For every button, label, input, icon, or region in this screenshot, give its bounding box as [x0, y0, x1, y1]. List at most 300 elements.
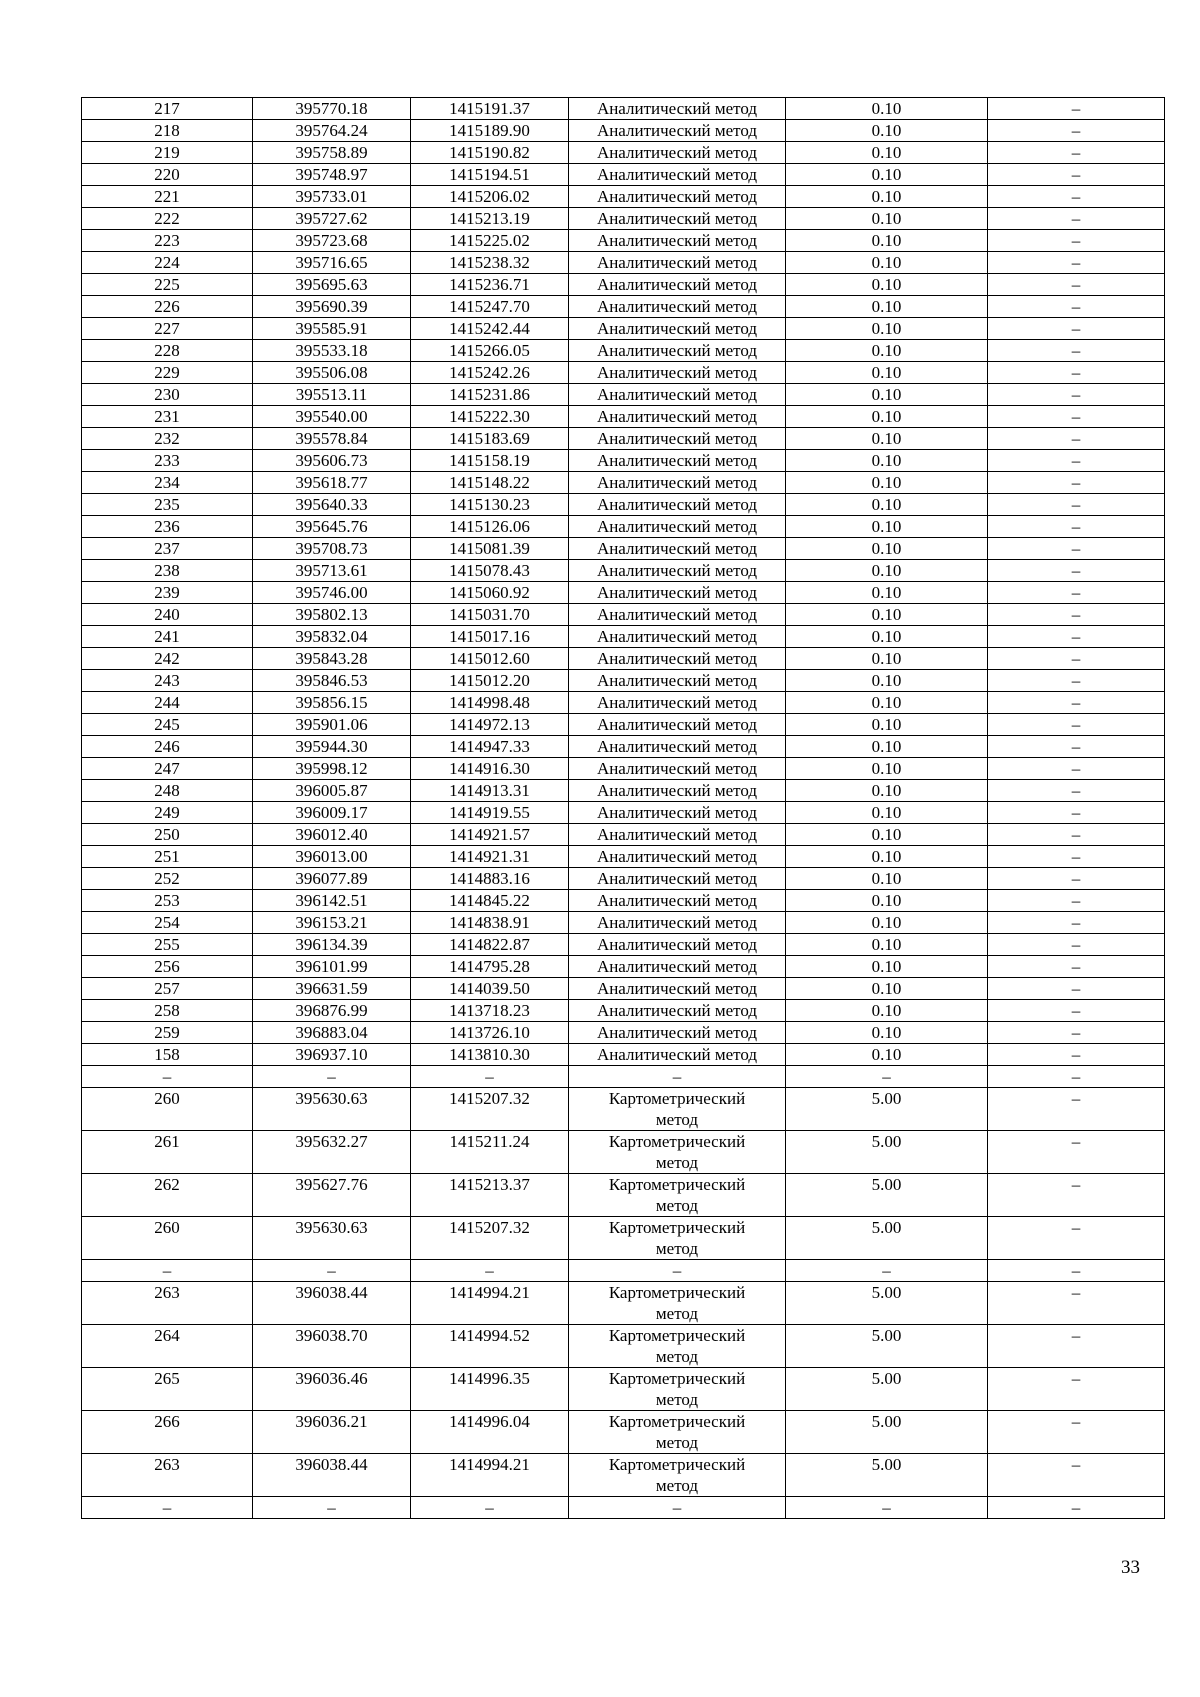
point-number-cell: 254 [82, 912, 253, 934]
method-cell: Аналитический метод [569, 604, 786, 626]
table-row [82, 560, 1165, 582]
method-text: Картометрический метод [608, 1369, 746, 1409]
y-coordinate-cell: 1415130.23 [411, 494, 569, 516]
description-cell: – [988, 428, 1165, 450]
x-coordinate-cell: 396134.39 [253, 934, 411, 956]
method-cell: – [569, 1497, 786, 1519]
y-coordinate-cell: 1413718.23 [411, 1000, 569, 1022]
point-number-cell: 234 [82, 472, 253, 494]
description-cell: – [988, 1174, 1165, 1217]
precision-cell: 0.10 [786, 1000, 988, 1022]
x-coordinate-cell: 396036.21 [253, 1411, 411, 1454]
precision-cell: 0.10 [786, 1022, 988, 1044]
point-number-cell: 239 [82, 582, 253, 604]
method-cell: Аналитический метод [569, 406, 786, 428]
precision-cell: 0.10 [786, 186, 988, 208]
precision-cell: – [786, 1066, 988, 1088]
point-number-cell: 262 [82, 1174, 253, 1217]
table-row [82, 758, 1165, 780]
y-coordinate-cell: 1414919.55 [411, 802, 569, 824]
point-number-cell: 219 [82, 142, 253, 164]
table-row [82, 1217, 1165, 1260]
description-cell: – [988, 934, 1165, 956]
description-cell: – [988, 252, 1165, 274]
precision-cell: 5.00 [786, 1282, 988, 1325]
precision-cell: 0.10 [786, 824, 988, 846]
y-coordinate-cell: 1415183.69 [411, 428, 569, 450]
y-coordinate-cell: – [411, 1497, 569, 1519]
method-cell: Аналитический метод [569, 692, 786, 714]
y-coordinate-cell: 1415012.60 [411, 648, 569, 670]
precision-cell: – [786, 1260, 988, 1282]
method-cell [569, 1217, 786, 1260]
y-coordinate-cell: 1415158.19 [411, 450, 569, 472]
description-cell: – [988, 780, 1165, 802]
y-coordinate-cell: 1415222.30 [411, 406, 569, 428]
method-cell: Аналитический метод [569, 934, 786, 956]
description-cell: – [988, 560, 1165, 582]
point-number-cell: 263 [82, 1282, 253, 1325]
description-cell: – [988, 1260, 1165, 1282]
precision-cell: 0.10 [786, 714, 988, 736]
y-coordinate-cell: 1415191.37 [411, 98, 569, 120]
method-cell [569, 1368, 786, 1411]
x-coordinate-cell: 396142.51 [253, 890, 411, 912]
method-cell: Аналитический метод [569, 868, 786, 890]
precision-cell: 0.10 [786, 98, 988, 120]
point-number-cell: 222 [82, 208, 253, 230]
point-number-cell: 260 [82, 1217, 253, 1260]
method-cell: Аналитический метод [569, 736, 786, 758]
method-text: Картометрический метод [608, 1283, 746, 1323]
table-row [82, 428, 1165, 450]
point-number-cell: 259 [82, 1022, 253, 1044]
table-row [82, 582, 1165, 604]
method-cell: Аналитический метод [569, 142, 786, 164]
point-number-cell: – [82, 1260, 253, 1282]
x-coordinate-cell: 396036.46 [253, 1368, 411, 1411]
y-coordinate-cell: 1415266.05 [411, 340, 569, 362]
y-coordinate-cell: 1414921.31 [411, 846, 569, 868]
method-cell: Аналитический метод [569, 560, 786, 582]
x-coordinate-cell: 395540.00 [253, 406, 411, 428]
y-coordinate-cell: 1415031.70 [411, 604, 569, 626]
method-cell: Аналитический метод [569, 670, 786, 692]
y-coordinate-cell: 1414916.30 [411, 758, 569, 780]
point-number-cell: 231 [82, 406, 253, 428]
point-number-cell: – [82, 1066, 253, 1088]
y-coordinate-cell: 1415242.44 [411, 318, 569, 340]
x-coordinate-cell: 395506.08 [253, 362, 411, 384]
x-coordinate-cell: 396937.10 [253, 1044, 411, 1066]
precision-cell: 0.10 [786, 626, 988, 648]
x-coordinate-cell: 395758.89 [253, 142, 411, 164]
x-coordinate-cell: 396631.59 [253, 978, 411, 1000]
point-number-cell: 218 [82, 120, 253, 142]
point-number-cell: 226 [82, 296, 253, 318]
x-coordinate-cell: 395846.53 [253, 670, 411, 692]
method-cell: Аналитический метод [569, 98, 786, 120]
point-number-cell: 235 [82, 494, 253, 516]
description-cell: – [988, 1044, 1165, 1066]
point-number-cell: 243 [82, 670, 253, 692]
point-number-cell: 225 [82, 274, 253, 296]
method-cell: Аналитический метод [569, 714, 786, 736]
table-row [82, 494, 1165, 516]
y-coordinate-cell: 1415078.43 [411, 560, 569, 582]
table-row [82, 890, 1165, 912]
precision-cell: 0.10 [786, 978, 988, 1000]
table-row [82, 736, 1165, 758]
table-row [82, 142, 1165, 164]
method-cell [569, 1282, 786, 1325]
y-coordinate-cell: 1415213.37 [411, 1174, 569, 1217]
method-cell: Аналитический метод [569, 890, 786, 912]
description-cell: – [988, 120, 1165, 142]
point-number-cell: 241 [82, 626, 253, 648]
method-text: Картометрический метод [608, 1175, 746, 1215]
x-coordinate-cell: 396013.00 [253, 846, 411, 868]
precision-cell: 5.00 [786, 1325, 988, 1368]
table-row [82, 1260, 1165, 1282]
method-cell [569, 1174, 786, 1217]
x-coordinate-cell: 395770.18 [253, 98, 411, 120]
table-row [82, 1088, 1165, 1131]
precision-cell: 0.10 [786, 890, 988, 912]
table-row [82, 692, 1165, 714]
point-number-cell: 244 [82, 692, 253, 714]
point-number-cell: 220 [82, 164, 253, 186]
y-coordinate-cell: 1415081.39 [411, 538, 569, 560]
precision-cell: 0.10 [786, 780, 988, 802]
point-number-cell: 246 [82, 736, 253, 758]
description-cell: – [988, 1454, 1165, 1497]
point-number-cell: 232 [82, 428, 253, 450]
y-coordinate-cell: 1415236.71 [411, 274, 569, 296]
description-cell: – [988, 802, 1165, 824]
description-cell: – [988, 164, 1165, 186]
description-cell: – [988, 274, 1165, 296]
y-coordinate-cell: 1414913.31 [411, 780, 569, 802]
method-cell: Аналитический метод [569, 1044, 786, 1066]
description-cell: – [988, 494, 1165, 516]
point-number-cell: 266 [82, 1411, 253, 1454]
point-number-cell: 221 [82, 186, 253, 208]
y-coordinate-cell: 1415238.32 [411, 252, 569, 274]
coordinates-table [81, 97, 1165, 1519]
precision-cell: 0.10 [786, 494, 988, 516]
x-coordinate-cell: 396101.99 [253, 956, 411, 978]
x-coordinate-cell: 395695.63 [253, 274, 411, 296]
y-coordinate-cell: 1414998.48 [411, 692, 569, 714]
method-cell: Аналитический метод [569, 296, 786, 318]
y-coordinate-cell: 1415148.22 [411, 472, 569, 494]
point-number-cell: 237 [82, 538, 253, 560]
description-cell: – [988, 956, 1165, 978]
x-coordinate-cell: 396005.87 [253, 780, 411, 802]
precision-cell: 0.10 [786, 472, 988, 494]
x-coordinate-cell: 395723.68 [253, 230, 411, 252]
precision-cell: 0.10 [786, 142, 988, 164]
y-coordinate-cell: – [411, 1066, 569, 1088]
precision-cell: 0.10 [786, 120, 988, 142]
y-coordinate-cell: 1415206.02 [411, 186, 569, 208]
point-number-cell: – [82, 1497, 253, 1519]
description-cell: – [988, 296, 1165, 318]
precision-cell: 0.10 [786, 340, 988, 362]
description-cell: – [988, 384, 1165, 406]
method-cell: Аналитический метод [569, 956, 786, 978]
table-row [82, 472, 1165, 494]
method-cell: Аналитический метод [569, 780, 786, 802]
point-number-cell: 247 [82, 758, 253, 780]
method-cell: Аналитический метод [569, 1022, 786, 1044]
x-coordinate-cell: – [253, 1497, 411, 1519]
table-row [82, 1000, 1165, 1022]
point-number-cell: 223 [82, 230, 253, 252]
method-text: Картометрический метод [608, 1326, 746, 1366]
point-number-cell: 238 [82, 560, 253, 582]
description-cell: – [988, 340, 1165, 362]
y-coordinate-cell: 1413810.30 [411, 1044, 569, 1066]
table-row [82, 98, 1165, 120]
description-cell: – [988, 98, 1165, 120]
x-coordinate-cell: 395716.65 [253, 252, 411, 274]
precision-cell: 0.10 [786, 912, 988, 934]
precision-cell: 0.10 [786, 934, 988, 956]
y-coordinate-cell: 1414822.87 [411, 934, 569, 956]
y-coordinate-cell: – [411, 1260, 569, 1282]
precision-cell: 0.10 [786, 538, 988, 560]
x-coordinate-cell: 395733.01 [253, 186, 411, 208]
precision-cell: 0.10 [786, 296, 988, 318]
x-coordinate-cell: 395901.06 [253, 714, 411, 736]
table-row [82, 868, 1165, 890]
y-coordinate-cell: 1414883.16 [411, 868, 569, 890]
x-coordinate-cell: 395630.63 [253, 1088, 411, 1131]
precision-cell: 5.00 [786, 1131, 988, 1174]
table-row [82, 1282, 1165, 1325]
precision-cell: 5.00 [786, 1411, 988, 1454]
point-number-cell: 258 [82, 1000, 253, 1022]
y-coordinate-cell: 1414795.28 [411, 956, 569, 978]
description-cell: – [988, 472, 1165, 494]
y-coordinate-cell: 1415060.92 [411, 582, 569, 604]
description-cell: – [988, 1088, 1165, 1131]
precision-cell: 0.10 [786, 648, 988, 670]
description-cell: – [988, 186, 1165, 208]
method-cell: Аналитический метод [569, 472, 786, 494]
y-coordinate-cell: 1415242.26 [411, 362, 569, 384]
description-cell: – [988, 824, 1165, 846]
description-cell: – [988, 890, 1165, 912]
precision-cell: 0.10 [786, 604, 988, 626]
point-number-cell: 233 [82, 450, 253, 472]
precision-cell: 5.00 [786, 1174, 988, 1217]
y-coordinate-cell: 1415194.51 [411, 164, 569, 186]
precision-cell: 5.00 [786, 1088, 988, 1131]
precision-cell: 0.10 [786, 736, 988, 758]
description-cell: – [988, 230, 1165, 252]
x-coordinate-cell: 396883.04 [253, 1022, 411, 1044]
table-row [82, 714, 1165, 736]
description-cell: – [988, 142, 1165, 164]
table-row [82, 626, 1165, 648]
precision-cell: 0.10 [786, 252, 988, 274]
point-number-cell: 224 [82, 252, 253, 274]
method-cell: Аналитический метод [569, 164, 786, 186]
x-coordinate-cell: 395533.18 [253, 340, 411, 362]
precision-cell: 0.10 [786, 516, 988, 538]
method-cell: – [569, 1260, 786, 1282]
y-coordinate-cell: 1415231.86 [411, 384, 569, 406]
table-row [82, 824, 1165, 846]
description-cell: – [988, 758, 1165, 780]
precision-cell: 5.00 [786, 1368, 988, 1411]
precision-cell: 0.10 [786, 384, 988, 406]
precision-cell: 0.10 [786, 164, 988, 186]
method-cell [569, 1131, 786, 1174]
table-row [82, 252, 1165, 274]
x-coordinate-cell: 396038.44 [253, 1454, 411, 1497]
table-row [82, 120, 1165, 142]
precision-cell: 0.10 [786, 802, 988, 824]
table-row [82, 164, 1165, 186]
table-row [82, 1454, 1165, 1497]
y-coordinate-cell: 1414838.91 [411, 912, 569, 934]
precision-cell: 0.10 [786, 450, 988, 472]
table-row [82, 1325, 1165, 1368]
table-row [82, 846, 1165, 868]
y-coordinate-cell: 1414947.33 [411, 736, 569, 758]
method-cell [569, 1088, 786, 1131]
table-row [82, 934, 1165, 956]
point-number-cell: 250 [82, 824, 253, 846]
method-cell: Аналитический метод [569, 340, 786, 362]
x-coordinate-cell: – [253, 1260, 411, 1282]
table-row [82, 406, 1165, 428]
point-number-cell: 256 [82, 956, 253, 978]
point-number-cell: 230 [82, 384, 253, 406]
y-coordinate-cell: 1415190.82 [411, 142, 569, 164]
x-coordinate-cell: 395998.12 [253, 758, 411, 780]
description-cell: – [988, 208, 1165, 230]
precision-cell: 0.10 [786, 428, 988, 450]
x-coordinate-cell: 396077.89 [253, 868, 411, 890]
table-row [82, 296, 1165, 318]
description-cell: – [988, 538, 1165, 560]
x-coordinate-cell: 395606.73 [253, 450, 411, 472]
method-cell: Аналитический метод [569, 758, 786, 780]
y-coordinate-cell: 1415225.02 [411, 230, 569, 252]
x-coordinate-cell: 395645.76 [253, 516, 411, 538]
x-coordinate-cell: 395632.27 [253, 1131, 411, 1174]
precision-cell: 0.10 [786, 406, 988, 428]
table-row [82, 1066, 1165, 1088]
y-coordinate-cell: 1415189.90 [411, 120, 569, 142]
precision-cell: – [786, 1497, 988, 1519]
y-coordinate-cell: 1415017.16 [411, 626, 569, 648]
precision-cell: 0.10 [786, 670, 988, 692]
point-number-cell: 263 [82, 1454, 253, 1497]
description-cell: – [988, 1022, 1165, 1044]
table-row [82, 912, 1165, 934]
x-coordinate-cell: 395627.76 [253, 1174, 411, 1217]
method-cell [569, 1325, 786, 1368]
precision-cell: 0.10 [786, 692, 988, 714]
method-cell: Аналитический метод [569, 450, 786, 472]
method-cell [569, 1454, 786, 1497]
x-coordinate-cell: 395578.84 [253, 428, 411, 450]
point-number-cell: 260 [82, 1088, 253, 1131]
x-coordinate-cell: 396009.17 [253, 802, 411, 824]
method-cell: Аналитический метод [569, 362, 786, 384]
method-cell: Аналитический метод [569, 186, 786, 208]
description-cell: – [988, 1131, 1165, 1174]
table-row [82, 978, 1165, 1000]
description-cell: – [988, 626, 1165, 648]
point-number-cell: 265 [82, 1368, 253, 1411]
description-cell: – [988, 406, 1165, 428]
method-cell: Аналитический метод [569, 538, 786, 560]
point-number-cell: 240 [82, 604, 253, 626]
x-coordinate-cell: 395708.73 [253, 538, 411, 560]
y-coordinate-cell: 1414972.13 [411, 714, 569, 736]
description-cell: – [988, 1325, 1165, 1368]
x-coordinate-cell: 395856.15 [253, 692, 411, 714]
method-cell: Аналитический метод [569, 120, 786, 142]
point-number-cell: 242 [82, 648, 253, 670]
coordinates-table-body [82, 98, 1165, 1519]
point-number-cell: 255 [82, 934, 253, 956]
x-coordinate-cell: 396876.99 [253, 1000, 411, 1022]
precision-cell: 0.10 [786, 868, 988, 890]
precision-cell: 5.00 [786, 1454, 988, 1497]
method-text: Картометрический метод [608, 1455, 746, 1495]
method-cell: Аналитический метод [569, 208, 786, 230]
table-row [82, 1174, 1165, 1217]
method-cell: Аналитический метод [569, 384, 786, 406]
point-number-cell: 217 [82, 98, 253, 120]
precision-cell: 0.10 [786, 582, 988, 604]
x-coordinate-cell: 395713.61 [253, 560, 411, 582]
table-row [82, 1022, 1165, 1044]
description-cell: – [988, 1217, 1165, 1260]
x-coordinate-cell: 395640.33 [253, 494, 411, 516]
method-cell: Аналитический метод [569, 252, 786, 274]
description-cell: – [988, 978, 1165, 1000]
x-coordinate-cell: 395690.39 [253, 296, 411, 318]
method-cell: Аналитический метод [569, 1000, 786, 1022]
point-number-cell: 228 [82, 340, 253, 362]
description-cell: – [988, 362, 1165, 384]
y-coordinate-cell: 1415247.70 [411, 296, 569, 318]
x-coordinate-cell: 395630.63 [253, 1217, 411, 1260]
method-cell: Аналитический метод [569, 648, 786, 670]
table-row [82, 1497, 1165, 1519]
precision-cell: 5.00 [786, 1217, 988, 1260]
x-coordinate-cell: 395802.13 [253, 604, 411, 626]
table-row [82, 450, 1165, 472]
method-text: Картометрический метод [608, 1132, 746, 1172]
description-cell: – [988, 1368, 1165, 1411]
description-cell: – [988, 670, 1165, 692]
x-coordinate-cell: 395944.30 [253, 736, 411, 758]
method-cell: Аналитический метод [569, 582, 786, 604]
method-cell: Аналитический метод [569, 428, 786, 450]
method-cell: Аналитический метод [569, 494, 786, 516]
method-text: Картометрический метод [608, 1218, 746, 1258]
